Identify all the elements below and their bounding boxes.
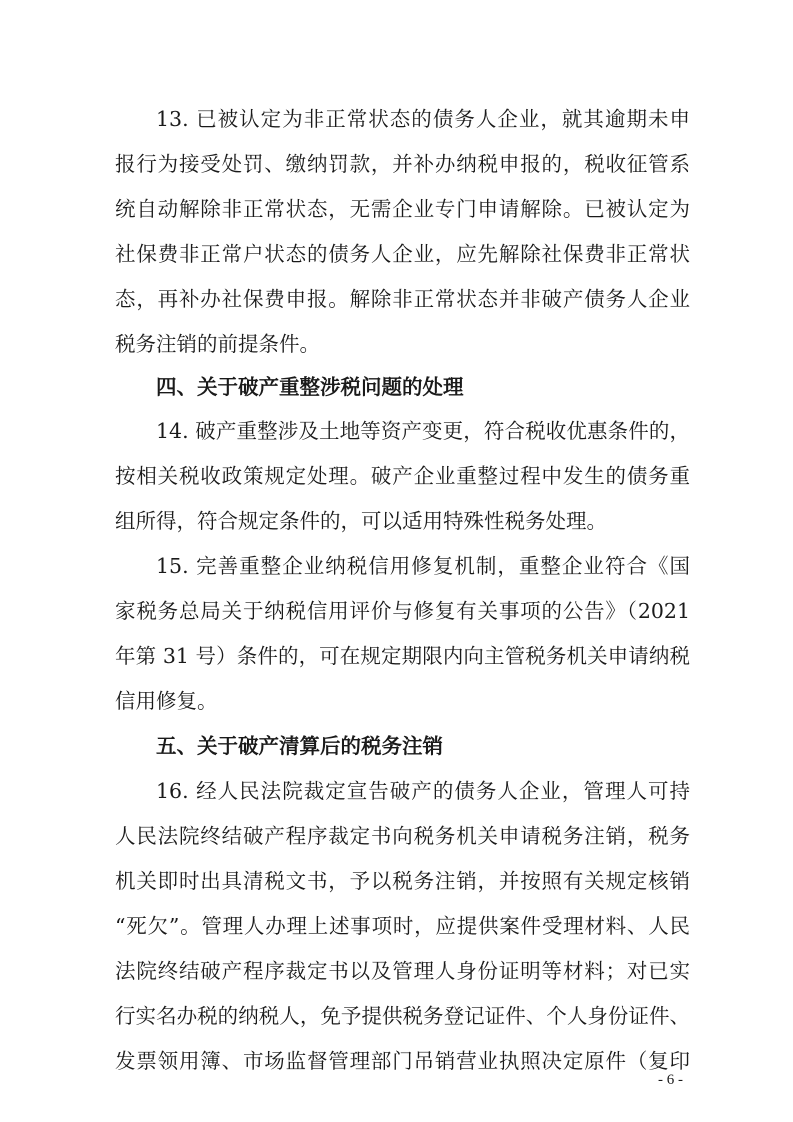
paragraph-15-line-3: 年第 31 号）条件的，可在规定期限内向主管税务机关申请纳税 [115, 644, 690, 668]
paragraph-13-line-1: 13. 已被认定为非正常状态的债务人企业，就其逾期未申 [156, 107, 690, 131]
paragraph-16-line-4: “死欠”。管理人办理上述事项时，应提供案件受理材料、人民 [115, 914, 690, 938]
paragraph-16-line-7: 发票领用簿、市场监督管理部门吊销营业执照决定原件（复印 [115, 1049, 690, 1073]
paragraph-14-line-1: 14. 破产重整涉及土地等资产变更，符合税收优惠条件的， [156, 419, 690, 443]
paragraph-13-line-4: 社保费非正常户状态的债务人企业，应先解除社保费非正常状 [115, 242, 690, 266]
paragraph-13-line-5: 态，再补办社保费申报。解除非正常状态并非破产债务人企业 [115, 287, 690, 311]
section-heading-5: 五、关于破产清算后的税务注销 [156, 734, 443, 758]
paragraph-15-line-4: 信用修复。 [115, 689, 218, 713]
paragraph-14-line-3: 组所得，符合规定条件的，可以适用特殊性税务处理。 [115, 509, 607, 533]
paragraph-16-line-6: 行实名办税的纳税人，免予提供税务登记证件、个人身份证件、 [115, 1004, 690, 1028]
paragraph-16-line-1: 16. 经人民法院裁定宣告破产的债务人企业，管理人可持 [156, 779, 690, 803]
paragraph-14-line-2: 按相关税收政策规定处理。破产企业重整过程中发生的债务重 [115, 464, 690, 488]
section-heading-4: 四、关于破产重整涉税问题的处理 [156, 375, 464, 399]
paragraph-13-line-6: 税务注销的前提条件。 [115, 332, 320, 356]
paragraph-15-line-2: 家税务总局关于纳税信用评价与修复有关事项的公告》（2021 [115, 599, 690, 623]
paragraph-16-line-3: 机关即时出具清税文书，予以税务注销，并按照有关规定核销 [115, 869, 690, 893]
paragraph-15-line-1: 15. 完善重整企业纳税信用修复机制，重整企业符合《国 [156, 554, 690, 578]
paragraph-16-line-2: 人民法院终结破产程序裁定书向税务机关申请税务注销，税务 [115, 824, 690, 848]
paragraph-13-line-3: 统自动解除非正常状态，无需企业专门申请解除。已被认定为 [115, 197, 690, 221]
paragraph-16-line-5: 法院终结破产程序裁定书以及管理人身份证明等材料；对已实 [115, 959, 690, 983]
paragraph-13-line-2: 报行为接受处罚、缴纳罚款，并补办纳税申报的，税收征管系 [115, 152, 690, 176]
page-number: - 6 - [658, 1072, 683, 1088]
